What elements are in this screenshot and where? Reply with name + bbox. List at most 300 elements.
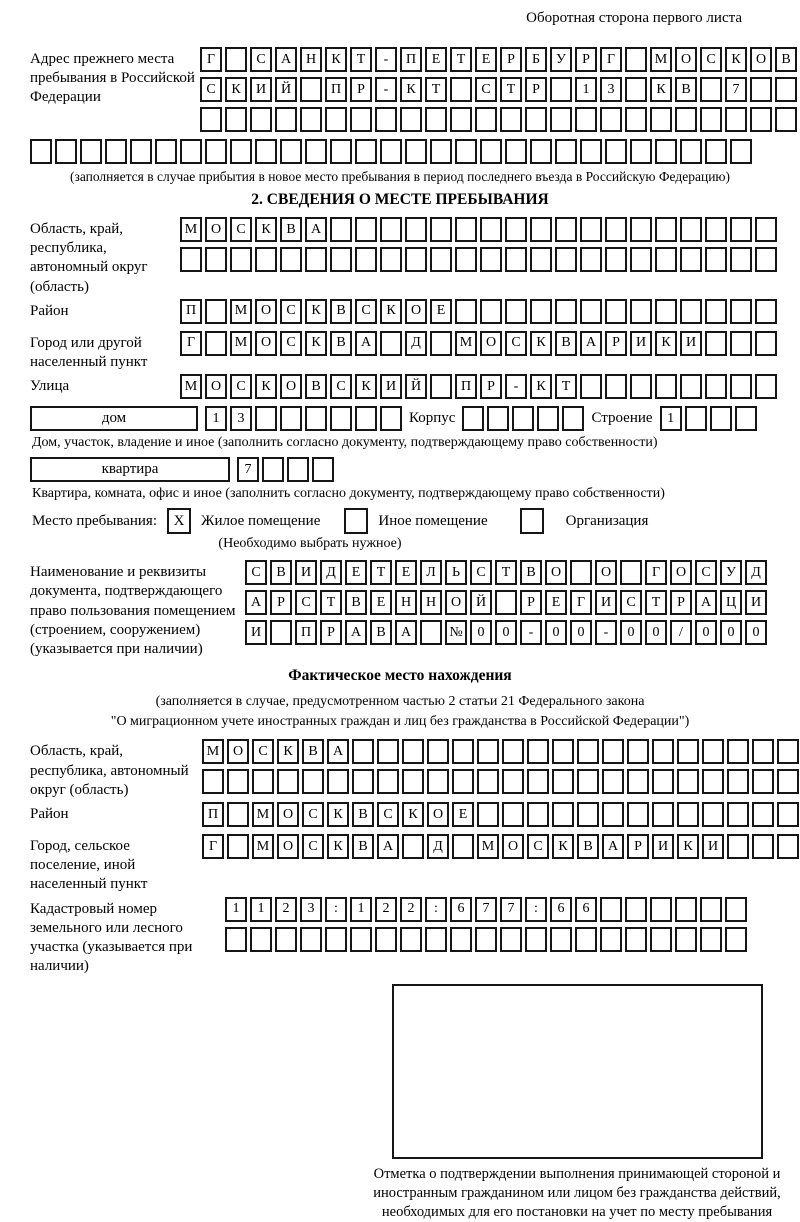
char-cell[interactable] — [630, 299, 652, 324]
char-cell[interactable]: С — [245, 560, 267, 585]
char-cell[interactable]: : — [525, 897, 547, 922]
char-cell[interactable] — [300, 77, 322, 102]
char-cell[interactable] — [755, 247, 777, 272]
char-cell[interactable] — [777, 834, 799, 859]
char-cell[interactable] — [530, 299, 552, 324]
char-cell[interactable] — [430, 331, 452, 356]
char-cell[interactable]: В — [345, 590, 367, 615]
char-cell[interactable]: Н — [395, 590, 417, 615]
char-cell[interactable]: В — [270, 560, 292, 585]
char-cell[interactable] — [200, 107, 222, 132]
char-cell[interactable] — [205, 139, 227, 164]
char-cell[interactable]: 7 — [237, 457, 259, 482]
char-cell[interactable]: О — [280, 374, 302, 399]
char-cell[interactable]: И — [680, 331, 702, 356]
char-cell[interactable]: А — [275, 47, 297, 72]
char-cell[interactable]: М — [230, 331, 252, 356]
char-cell[interactable] — [477, 739, 499, 764]
char-cell[interactable] — [400, 107, 422, 132]
char-cell[interactable]: А — [695, 590, 717, 615]
char-cell[interactable]: В — [330, 331, 352, 356]
char-cell[interactable] — [475, 927, 497, 952]
char-cell[interactable]: Г — [645, 560, 667, 585]
char-cell[interactable]: К — [277, 739, 299, 764]
char-cell[interactable] — [730, 331, 752, 356]
char-cell[interactable] — [280, 247, 302, 272]
char-cell[interactable] — [602, 739, 624, 764]
char-cell[interactable]: С — [377, 802, 399, 827]
char-cell[interactable]: О — [670, 560, 692, 585]
char-cell[interactable] — [480, 247, 502, 272]
char-cell[interactable] — [352, 739, 374, 764]
char-cell[interactable]: Р — [350, 77, 372, 102]
char-cell[interactable] — [700, 897, 722, 922]
char-cell[interactable]: А — [345, 620, 367, 645]
char-cell[interactable] — [330, 247, 352, 272]
char-cell[interactable] — [725, 897, 747, 922]
char-cell[interactable] — [502, 769, 524, 794]
char-cell[interactable] — [727, 834, 749, 859]
char-cell[interactable]: Ц — [720, 590, 742, 615]
char-cell[interactable] — [180, 247, 202, 272]
char-cell[interactable] — [377, 739, 399, 764]
char-cell[interactable]: М — [455, 331, 477, 356]
char-cell[interactable] — [705, 374, 727, 399]
char-cell[interactable]: П — [455, 374, 477, 399]
char-cell[interactable] — [710, 406, 732, 431]
char-cell[interactable]: Г — [202, 834, 224, 859]
char-cell[interactable] — [650, 927, 672, 952]
char-cell[interactable] — [755, 374, 777, 399]
char-cell[interactable]: С — [302, 802, 324, 827]
char-cell[interactable]: - — [520, 620, 542, 645]
char-cell[interactable] — [577, 802, 599, 827]
char-cell[interactable] — [250, 927, 272, 952]
char-cell[interactable] — [500, 107, 522, 132]
char-cell[interactable] — [252, 769, 274, 794]
char-cell[interactable]: К — [255, 374, 277, 399]
char-cell[interactable] — [280, 406, 302, 431]
char-cell[interactable] — [605, 374, 627, 399]
char-cell[interactable]: 0 — [495, 620, 517, 645]
char-cell[interactable]: И — [702, 834, 724, 859]
char-cell[interactable]: В — [280, 217, 302, 242]
char-cell[interactable]: О — [427, 802, 449, 827]
char-cell[interactable]: Р — [480, 374, 502, 399]
char-cell[interactable] — [130, 139, 152, 164]
char-cell[interactable]: Р — [525, 77, 547, 102]
char-cell[interactable]: К — [677, 834, 699, 859]
char-cell[interactable] — [775, 77, 797, 102]
char-cell[interactable]: 3 — [230, 406, 252, 431]
char-cell[interactable]: Е — [475, 47, 497, 72]
char-cell[interactable]: 2 — [375, 897, 397, 922]
char-cell[interactable] — [755, 217, 777, 242]
char-cell[interactable] — [630, 374, 652, 399]
char-cell[interactable]: А — [305, 217, 327, 242]
char-cell[interactable] — [730, 374, 752, 399]
char-cell[interactable] — [300, 107, 322, 132]
char-cell[interactable] — [555, 139, 577, 164]
char-cell[interactable] — [205, 247, 227, 272]
char-cell[interactable]: М — [252, 834, 274, 859]
char-cell[interactable] — [675, 107, 697, 132]
char-cell[interactable] — [400, 927, 422, 952]
char-cell[interactable] — [380, 406, 402, 431]
char-cell[interactable]: Н — [300, 47, 322, 72]
char-cell[interactable]: О — [675, 47, 697, 72]
char-cell[interactable] — [552, 802, 574, 827]
char-cell[interactable] — [505, 217, 527, 242]
char-cell[interactable]: М — [477, 834, 499, 859]
char-cell[interactable] — [155, 139, 177, 164]
char-cell[interactable] — [327, 769, 349, 794]
char-cell[interactable] — [255, 406, 277, 431]
char-cell[interactable] — [705, 139, 727, 164]
char-cell[interactable]: С — [252, 739, 274, 764]
char-cell[interactable] — [630, 139, 652, 164]
char-cell[interactable] — [355, 139, 377, 164]
char-cell[interactable]: О — [405, 299, 427, 324]
char-cell[interactable]: Г — [600, 47, 622, 72]
char-cell[interactable] — [627, 739, 649, 764]
char-cell[interactable]: 0 — [545, 620, 567, 645]
char-cell[interactable] — [105, 139, 127, 164]
char-cell[interactable] — [700, 927, 722, 952]
char-cell[interactable]: И — [630, 331, 652, 356]
char-cell[interactable]: К — [255, 217, 277, 242]
char-cell[interactable]: Г — [180, 331, 202, 356]
char-cell[interactable] — [225, 47, 247, 72]
char-cell[interactable] — [730, 247, 752, 272]
char-cell[interactable] — [495, 590, 517, 615]
checkbox-residential[interactable]: X — [167, 508, 191, 534]
char-cell[interactable] — [330, 406, 352, 431]
char-cell[interactable] — [630, 247, 652, 272]
char-cell[interactable] — [255, 139, 277, 164]
char-cell[interactable] — [752, 769, 774, 794]
char-cell[interactable]: В — [352, 834, 374, 859]
char-cell[interactable]: 0 — [570, 620, 592, 645]
char-cell[interactable] — [380, 331, 402, 356]
char-cell[interactable]: 1 — [225, 897, 247, 922]
char-cell[interactable] — [452, 834, 474, 859]
char-cell[interactable] — [380, 139, 402, 164]
char-cell[interactable] — [477, 802, 499, 827]
char-cell[interactable] — [625, 77, 647, 102]
char-cell[interactable]: С — [470, 560, 492, 585]
char-cell[interactable]: Р — [320, 620, 342, 645]
char-cell[interactable] — [455, 139, 477, 164]
char-cell[interactable] — [655, 299, 677, 324]
char-cell[interactable]: И — [250, 77, 272, 102]
char-cell[interactable] — [677, 739, 699, 764]
char-cell[interactable]: К — [402, 802, 424, 827]
checkbox-other-premises[interactable] — [344, 508, 368, 534]
char-cell[interactable] — [625, 47, 647, 72]
char-cell[interactable]: В — [520, 560, 542, 585]
char-cell[interactable] — [380, 217, 402, 242]
char-cell[interactable] — [680, 299, 702, 324]
char-cell[interactable]: А — [327, 739, 349, 764]
char-cell[interactable]: 3 — [300, 897, 322, 922]
char-cell[interactable]: Ь — [445, 560, 467, 585]
char-cell[interactable] — [552, 739, 574, 764]
char-cell[interactable]: Р — [270, 590, 292, 615]
char-cell[interactable]: С — [302, 834, 324, 859]
char-cell[interactable] — [430, 247, 452, 272]
char-cell[interactable]: К — [225, 77, 247, 102]
char-cell[interactable]: В — [555, 331, 577, 356]
char-cell[interactable]: 0 — [470, 620, 492, 645]
char-cell[interactable] — [427, 769, 449, 794]
char-cell[interactable]: Т — [350, 47, 372, 72]
char-cell[interactable]: В — [675, 77, 697, 102]
char-cell[interactable]: Й — [275, 77, 297, 102]
char-cell[interactable]: К — [305, 299, 327, 324]
char-cell[interactable]: К — [400, 77, 422, 102]
char-cell[interactable]: 0 — [645, 620, 667, 645]
char-cell[interactable]: С — [230, 374, 252, 399]
char-cell[interactable]: О — [750, 47, 772, 72]
char-cell[interactable]: Т — [555, 374, 577, 399]
char-cell[interactable] — [277, 769, 299, 794]
char-cell[interactable]: 7 — [475, 897, 497, 922]
char-cell[interactable]: С — [475, 77, 497, 102]
char-cell[interactable]: М — [180, 217, 202, 242]
char-cell[interactable] — [430, 374, 452, 399]
char-cell[interactable]: О — [502, 834, 524, 859]
char-cell[interactable] — [525, 927, 547, 952]
char-cell[interactable]: Р — [605, 331, 627, 356]
char-cell[interactable]: Р — [520, 590, 542, 615]
char-cell[interactable]: В — [775, 47, 797, 72]
char-cell[interactable] — [405, 247, 427, 272]
char-cell[interactable] — [512, 406, 534, 431]
char-cell[interactable] — [537, 406, 559, 431]
char-cell[interactable] — [655, 139, 677, 164]
char-cell[interactable]: Г — [570, 590, 592, 615]
char-cell[interactable] — [727, 739, 749, 764]
char-cell[interactable] — [702, 739, 724, 764]
char-cell[interactable] — [602, 802, 624, 827]
char-cell[interactable]: И — [595, 590, 617, 615]
char-cell[interactable]: М — [202, 739, 224, 764]
char-cell[interactable] — [450, 77, 472, 102]
char-cell[interactable]: Е — [370, 590, 392, 615]
char-cell[interactable]: Й — [470, 590, 492, 615]
char-cell[interactable] — [305, 247, 327, 272]
char-cell[interactable]: А — [377, 834, 399, 859]
char-cell[interactable]: С — [280, 299, 302, 324]
char-cell[interactable] — [752, 739, 774, 764]
char-cell[interactable] — [227, 834, 249, 859]
char-cell[interactable]: О — [595, 560, 617, 585]
char-cell[interactable] — [425, 927, 447, 952]
char-cell[interactable]: А — [602, 834, 624, 859]
char-cell[interactable]: У — [550, 47, 572, 72]
char-cell[interactable]: О — [480, 331, 502, 356]
char-cell[interactable] — [575, 927, 597, 952]
char-cell[interactable] — [650, 897, 672, 922]
char-cell[interactable] — [225, 927, 247, 952]
char-cell[interactable] — [705, 217, 727, 242]
char-cell[interactable] — [752, 802, 774, 827]
checkbox-organization[interactable] — [520, 508, 544, 534]
char-cell[interactable]: В — [305, 374, 327, 399]
char-cell[interactable]: Е — [395, 560, 417, 585]
char-cell[interactable]: М — [650, 47, 672, 72]
char-cell[interactable]: Г — [200, 47, 222, 72]
char-cell[interactable]: Т — [425, 77, 447, 102]
char-cell[interactable] — [680, 374, 702, 399]
char-cell[interactable]: К — [530, 374, 552, 399]
char-cell[interactable] — [270, 620, 292, 645]
char-cell[interactable] — [402, 739, 424, 764]
char-cell[interactable]: С — [330, 374, 352, 399]
char-cell[interactable] — [505, 299, 527, 324]
char-cell[interactable] — [377, 769, 399, 794]
char-cell[interactable] — [450, 107, 472, 132]
char-cell[interactable]: Р — [627, 834, 649, 859]
char-cell[interactable] — [655, 247, 677, 272]
char-cell[interactable] — [727, 769, 749, 794]
char-cell[interactable] — [355, 406, 377, 431]
char-cell[interactable]: Н — [420, 590, 442, 615]
char-cell[interactable] — [430, 217, 452, 242]
char-cell[interactable]: 6 — [550, 897, 572, 922]
char-cell[interactable]: Р — [575, 47, 597, 72]
char-cell[interactable] — [330, 217, 352, 242]
char-cell[interactable]: 1 — [575, 77, 597, 102]
char-cell[interactable]: : — [425, 897, 447, 922]
char-cell[interactable] — [625, 107, 647, 132]
char-cell[interactable] — [452, 739, 474, 764]
char-cell[interactable] — [702, 769, 724, 794]
char-cell[interactable] — [555, 299, 577, 324]
char-cell[interactable] — [227, 802, 249, 827]
char-cell[interactable] — [677, 769, 699, 794]
char-cell[interactable] — [500, 927, 522, 952]
char-cell[interactable] — [355, 217, 377, 242]
char-cell[interactable]: Т — [370, 560, 392, 585]
char-cell[interactable]: Д — [745, 560, 767, 585]
char-cell[interactable] — [352, 769, 374, 794]
char-cell[interactable] — [530, 217, 552, 242]
char-cell[interactable] — [620, 560, 642, 585]
char-cell[interactable]: К — [327, 834, 349, 859]
char-cell[interactable] — [652, 769, 674, 794]
char-cell[interactable]: 0 — [620, 620, 642, 645]
char-cell[interactable]: М — [230, 299, 252, 324]
char-cell[interactable]: К — [325, 47, 347, 72]
char-cell[interactable]: Т — [450, 47, 472, 72]
char-cell[interactable]: 1 — [350, 897, 372, 922]
char-cell[interactable] — [402, 834, 424, 859]
char-cell[interactable] — [605, 217, 627, 242]
char-cell[interactable]: К — [305, 331, 327, 356]
char-cell[interactable] — [575, 107, 597, 132]
char-cell[interactable]: Д — [320, 560, 342, 585]
char-cell[interactable] — [480, 139, 502, 164]
char-cell[interactable] — [405, 139, 427, 164]
char-cell[interactable] — [287, 457, 309, 482]
char-cell[interactable] — [80, 139, 102, 164]
char-cell[interactable]: № — [445, 620, 467, 645]
char-cell[interactable] — [675, 927, 697, 952]
char-cell[interactable] — [375, 107, 397, 132]
char-cell[interactable]: В — [330, 299, 352, 324]
char-cell[interactable]: Л — [420, 560, 442, 585]
char-cell[interactable] — [702, 802, 724, 827]
char-cell[interactable]: С — [700, 47, 722, 72]
char-cell[interactable] — [725, 107, 747, 132]
char-cell[interactable]: Е — [545, 590, 567, 615]
char-cell[interactable] — [477, 769, 499, 794]
char-cell[interactable] — [455, 217, 477, 242]
char-cell[interactable]: 1 — [205, 406, 227, 431]
char-cell[interactable]: О — [205, 374, 227, 399]
char-cell[interactable] — [325, 107, 347, 132]
char-cell[interactable]: С — [295, 590, 317, 615]
char-cell[interactable] — [250, 107, 272, 132]
char-cell[interactable] — [502, 802, 524, 827]
char-cell[interactable] — [577, 739, 599, 764]
char-cell[interactable] — [600, 897, 622, 922]
char-cell[interactable]: К — [655, 331, 677, 356]
char-cell[interactable]: Р — [670, 590, 692, 615]
char-cell[interactable]: 0 — [695, 620, 717, 645]
char-cell[interactable] — [275, 107, 297, 132]
char-cell[interactable] — [302, 769, 324, 794]
char-cell[interactable] — [300, 927, 322, 952]
char-cell[interactable] — [580, 217, 602, 242]
char-cell[interactable] — [552, 769, 574, 794]
char-cell[interactable]: К — [355, 374, 377, 399]
char-cell[interactable]: Е — [452, 802, 474, 827]
char-cell[interactable] — [305, 406, 327, 431]
char-cell[interactable] — [700, 77, 722, 102]
char-cell[interactable] — [527, 802, 549, 827]
char-cell[interactable]: И — [245, 620, 267, 645]
char-cell[interactable] — [755, 331, 777, 356]
char-cell[interactable] — [550, 107, 572, 132]
char-cell[interactable] — [375, 927, 397, 952]
char-cell[interactable]: - — [375, 47, 397, 72]
char-cell[interactable]: 7 — [725, 77, 747, 102]
char-cell[interactable]: М — [252, 802, 274, 827]
char-cell[interactable]: В — [370, 620, 392, 645]
char-cell[interactable]: Е — [430, 299, 452, 324]
char-cell[interactable]: : — [325, 897, 347, 922]
char-cell[interactable] — [487, 406, 509, 431]
char-cell[interactable]: К — [552, 834, 574, 859]
char-cell[interactable]: В — [302, 739, 324, 764]
char-cell[interactable]: К — [725, 47, 747, 72]
char-cell[interactable] — [777, 769, 799, 794]
char-cell[interactable] — [627, 802, 649, 827]
char-cell[interactable] — [680, 139, 702, 164]
char-cell[interactable]: С — [280, 331, 302, 356]
char-cell[interactable]: К — [380, 299, 402, 324]
char-cell[interactable]: И — [745, 590, 767, 615]
char-cell[interactable]: 6 — [575, 897, 597, 922]
char-cell[interactable]: П — [325, 77, 347, 102]
char-cell[interactable] — [455, 247, 477, 272]
char-cell[interactable] — [652, 802, 674, 827]
char-cell[interactable]: С — [250, 47, 272, 72]
char-cell[interactable]: 0 — [745, 620, 767, 645]
